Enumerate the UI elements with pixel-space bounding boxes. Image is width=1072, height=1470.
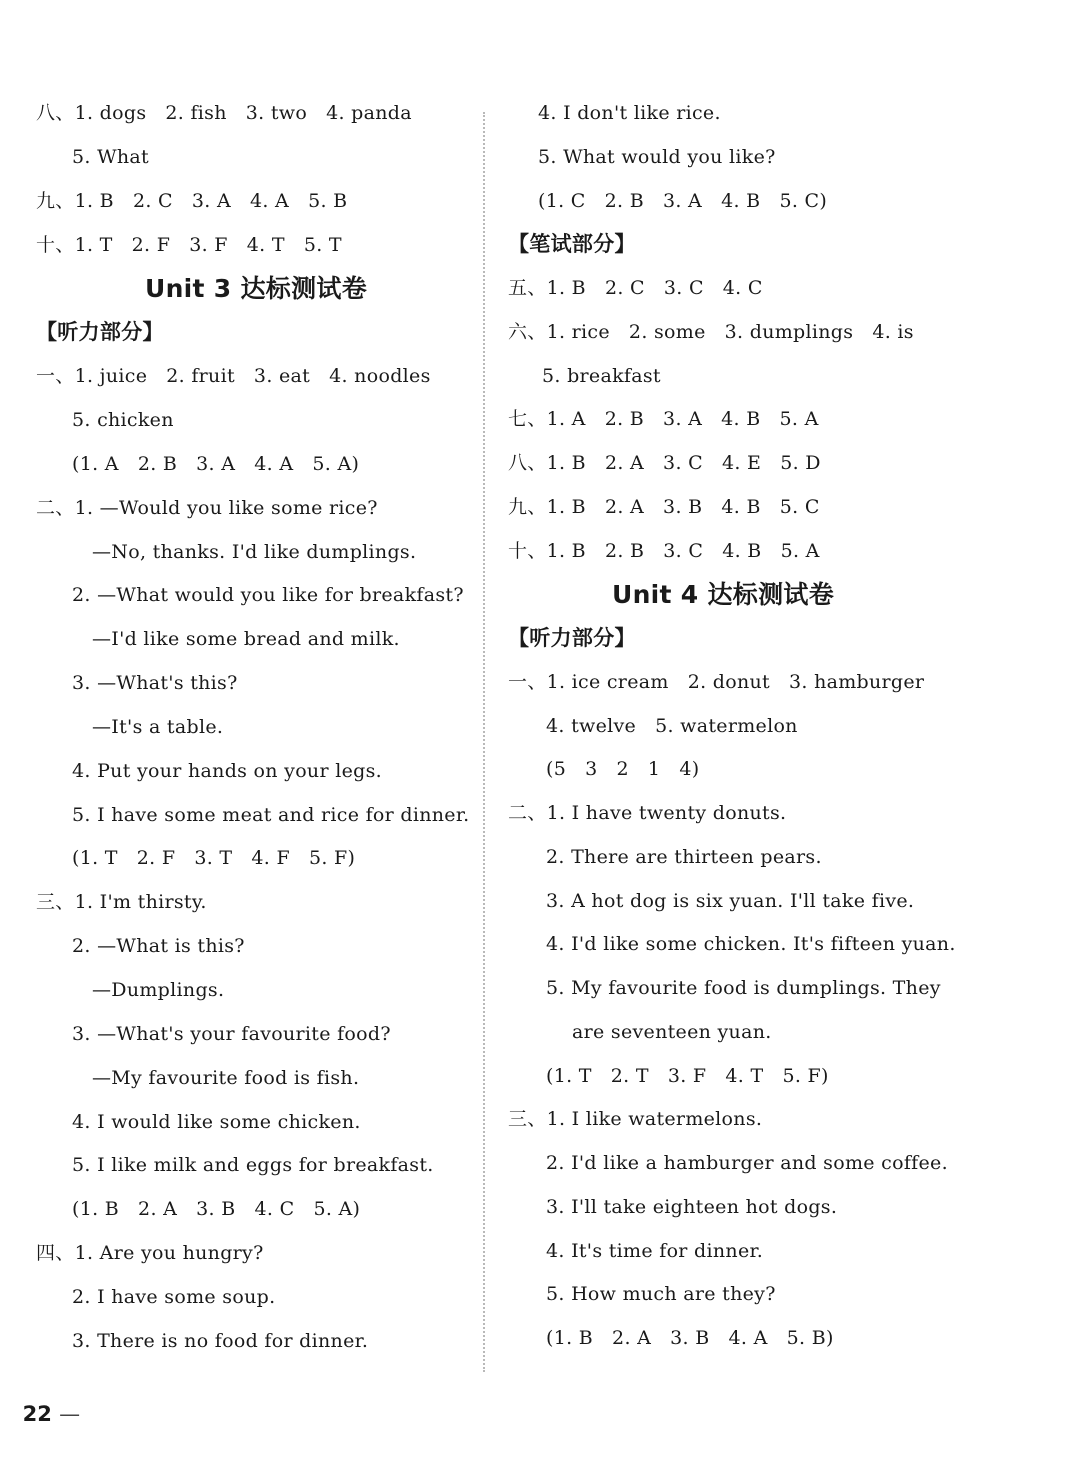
answer-line: 六、1. rice 2. some 3. dumplings 4. is	[508, 320, 914, 343]
page-footer	[8, 1378, 80, 1426]
answer-line: (1. B 2. A 3. B 4. C 5. A)	[72, 1198, 361, 1221]
answer-line: 2. I have some soup.	[72, 1285, 276, 1308]
column-divider	[483, 112, 485, 1372]
answer-line: 4. I don't like rice.	[538, 102, 721, 124]
answer-line: 九、1. B 2. C 3. A 4. A 5. B	[36, 189, 348, 212]
answer-line: 九、1. B 2. A 3. B 4. B 5. C	[508, 495, 820, 518]
answer-line: (1. A 2. B 3. A 4. A 5. A)	[72, 452, 360, 475]
answer-line: 十、1. B 2. B 3. C 4. B 5. A	[508, 539, 820, 562]
answer-line: 八、1. dogs 2. fish 3. two 4. panda	[36, 102, 412, 124]
answer-line: (1. C 2. B 3. A 4. B 5. C)	[538, 189, 828, 212]
answer-line: 4. It's time for dinner.	[546, 1239, 764, 1262]
answer-line: 5. What would you like?	[538, 145, 776, 168]
answer-line: —I'd like some bread and milk.	[92, 628, 400, 651]
answer-line: 5. My favourite food is dumplings. They	[546, 977, 941, 999]
answer-line: 4. twelve 5. watermelon	[546, 714, 798, 737]
answer-line: 二、1. I have twenty donuts.	[508, 802, 787, 824]
answer-line: (5 3 2 1 4)	[546, 758, 700, 781]
unit-title: Unit 3 达标测试卷	[144, 274, 368, 304]
answer-line: are seventeen yuan.	[572, 1020, 772, 1043]
answer-line: 5. How much are they?	[546, 1283, 776, 1306]
answer-line: 3. There is no food for dinner.	[72, 1329, 369, 1352]
answer-line: (1. T 2. F 3. T 4. F 5. F)	[72, 847, 356, 870]
answer-line: 5. What	[72, 145, 149, 168]
answer-line: (1. T 2. T 3. F 4. T 5. F)	[546, 1064, 829, 1087]
section-heading: 【笔试部分】	[508, 232, 636, 257]
answer-line: 五、1. B 2. C 3. C 4. C	[508, 277, 763, 299]
answer-line: 三、1. I like watermelons.	[508, 1108, 763, 1131]
answer-line: 三、1. I'm thirsty.	[36, 891, 207, 914]
section-heading: 【听力部分】	[36, 320, 164, 345]
answer-line: 4. I would like some chicken.	[72, 1110, 361, 1133]
answer-line: 5. I like milk and eggs for breakfast.	[72, 1154, 434, 1177]
answer-line: (1. B 2. A 3. B 4. A 5. B)	[546, 1327, 834, 1349]
answer-line: 二、1. —Would you like some rice?	[36, 496, 378, 519]
answer-line: 4. I'd like some chicken. It's fifteen yuan.	[546, 933, 956, 956]
answer-line: 十、1. T 2. F 3. F 4. T 5. T	[36, 233, 342, 256]
answer-line: —No, thanks. I'd like dumplings.	[92, 540, 417, 563]
answer-line: 七、1. A 2. B 3. A 4. B 5. A	[508, 408, 819, 431]
answer-line: 2. There are thirteen pears.	[546, 845, 822, 868]
answer-line: —My favourite food is fish.	[92, 1066, 360, 1089]
answer-line: —Dumplings.	[92, 979, 225, 1001]
answer-line: 八、1. B 2. A 3. C 4. E 5. D	[508, 452, 821, 474]
answer-line: 四、1. Are you hungry?	[36, 1242, 264, 1265]
answer-line: 3. —What's your favourite food?	[72, 1022, 391, 1045]
answer-line: 4. Put your hands on your legs.	[72, 759, 382, 782]
answer-line: 一、1. ice cream 2. donut 3. hamburger	[508, 670, 925, 693]
answer-line: 2. —What would you like for breakfast?	[72, 584, 464, 607]
unit-title: Unit 4 达标测试卷	[611, 580, 835, 610]
answer-line: 3. —What's this?	[72, 672, 238, 695]
page-number: 22	[22, 1402, 52, 1426]
answer-line: 5. I have some meat and rice for dinner.	[72, 803, 470, 826]
answer-line: —It's a table.	[92, 715, 224, 738]
answer-line: 一、1. juice 2. fruit 3. eat 4. noodles	[36, 365, 431, 388]
answer-line: 5. chicken	[72, 408, 174, 431]
answer-line: 2. —What is this?	[72, 935, 245, 958]
answer-line: 3. I'll take eighteen hot dogs.	[546, 1195, 838, 1218]
answer-line: 5. breakfast	[542, 364, 661, 387]
section-heading: 【听力部分】	[508, 626, 636, 650]
answer-line: 3. A hot dog is six yuan. I'll take five.	[546, 889, 915, 912]
footer-dash: —	[59, 1402, 81, 1426]
answer-line: 2. I'd like a hamburger and some coffee.	[546, 1152, 948, 1174]
